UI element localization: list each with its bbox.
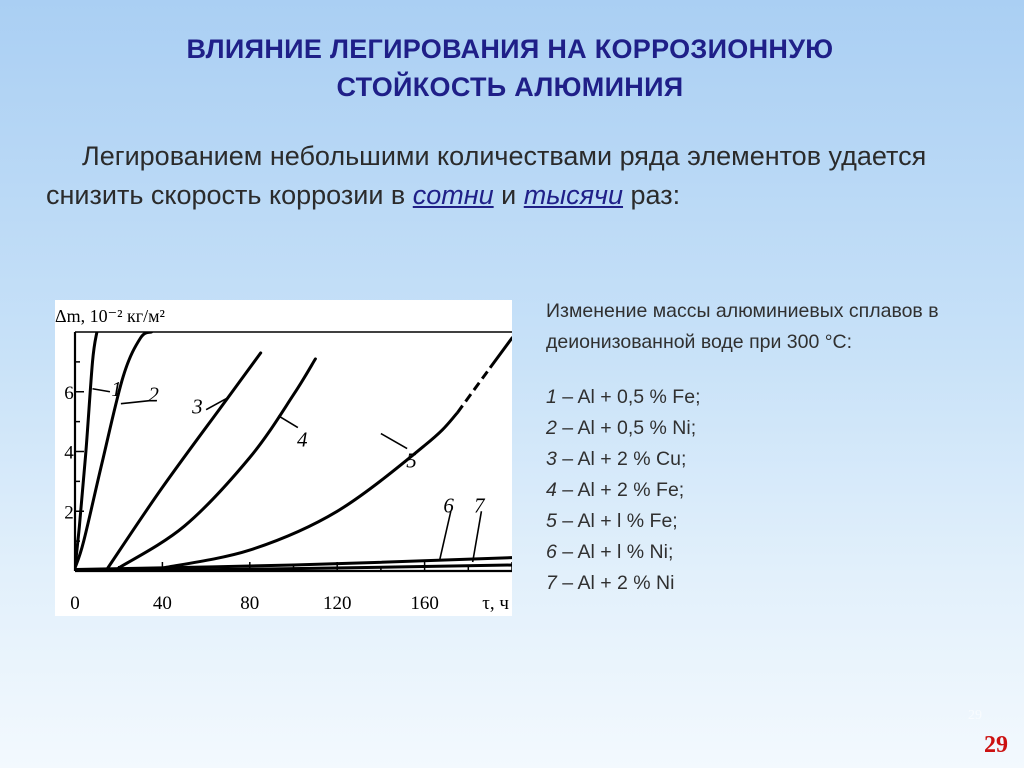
curve-label-leader — [92, 389, 109, 392]
intro-emphasis-hundreds: сотни — [412, 180, 494, 210]
legend-item-text: – Al + 2 % Cu; — [556, 448, 687, 470]
curve-5 — [162, 338, 512, 568]
x-tick-label: 0 — [70, 593, 80, 614]
intro-text-middle: и — [493, 180, 524, 210]
curve-label-leader — [440, 511, 451, 559]
y-tick-label: 4 — [64, 442, 74, 464]
legend-item — [546, 382, 986, 413]
curve-label-leader — [473, 511, 482, 562]
intro-paragraph — [46, 137, 986, 215]
legend-item-number: 4 — [546, 479, 557, 501]
legend-item-text: – Al + 0,5 % Fe; — [556, 386, 701, 408]
caption-text: Изменение массы алюминиевых сплавов в деионизованной воде при 300 °С: — [546, 300, 939, 353]
legend-item — [546, 475, 986, 506]
legend-item — [546, 568, 986, 599]
curve-label: 1 — [111, 376, 122, 401]
legend-item-text: – Al + l % Fe; — [556, 510, 678, 532]
legend-item-text: – Al + 0,5 % Ni; — [556, 417, 697, 439]
legend-item-number: 5 — [546, 510, 557, 532]
legend-item — [546, 537, 986, 568]
curve-label: 4 — [296, 427, 308, 452]
y-tick-label: 6 — [64, 382, 74, 404]
x-tick-label: 160 — [410, 593, 439, 614]
y-tick-label: 2 — [64, 502, 74, 524]
curve-label: 6 — [443, 493, 454, 518]
legend-item — [546, 413, 986, 444]
intro-text-start: Легированием небольшими количествами ряда элементов удается снизить скорость коррозии в — [46, 141, 927, 210]
legend-item-number: 1 — [546, 386, 557, 408]
legend-item-number: 7 — [546, 572, 557, 594]
curve-3 — [108, 353, 261, 568]
curve-label: 2 — [148, 382, 159, 407]
legend-item-text: – Al + 2 % Fe; — [556, 479, 685, 501]
chart-caption — [546, 296, 986, 599]
y-axis-label: Δm, 10⁻² кг/м² — [55, 306, 165, 326]
curve-label: 3 — [192, 394, 203, 419]
curve-label-leader — [381, 434, 407, 449]
curve-label-leader — [121, 401, 149, 404]
legend-item-number: 3 — [546, 448, 557, 470]
page-number: 29 — [984, 732, 1008, 758]
title-line-1: ВЛИЯНИЕ ЛЕГИРОВАНИЯ НА КОРРОЗИОННУЮ — [186, 34, 834, 64]
chart-svg — [55, 300, 512, 616]
legend-item — [546, 444, 986, 475]
x-tick-label: 120 — [322, 593, 352, 614]
alloy-legend — [546, 382, 986, 599]
legend-item-text: – Al + 2 % Ni — [556, 572, 675, 594]
curve-label: 7 — [473, 493, 485, 518]
title-line-2: СТОЙКОСТЬ АЛЮМИНИЯ — [336, 72, 684, 102]
x-axis-label: τ, ч — [482, 593, 509, 614]
x-tick-label: 40 — [152, 593, 172, 614]
slide-title — [60, 30, 960, 106]
curve-label-leader — [278, 416, 298, 428]
legend-item — [546, 506, 986, 537]
curve-label: 5 — [406, 448, 417, 473]
intro-text-end: раз: — [623, 180, 681, 210]
x-tick-label: 80 — [240, 593, 260, 614]
legend-item-text: – Al + l % Ni; — [556, 541, 674, 563]
corrosion-chart — [55, 300, 512, 616]
legend-item-number: 6 — [546, 541, 557, 563]
intro-emphasis-thousands: тысячи — [523, 180, 624, 210]
ghost-page-number: 29 — [968, 708, 982, 723]
legend-item-number: 2 — [546, 417, 557, 439]
